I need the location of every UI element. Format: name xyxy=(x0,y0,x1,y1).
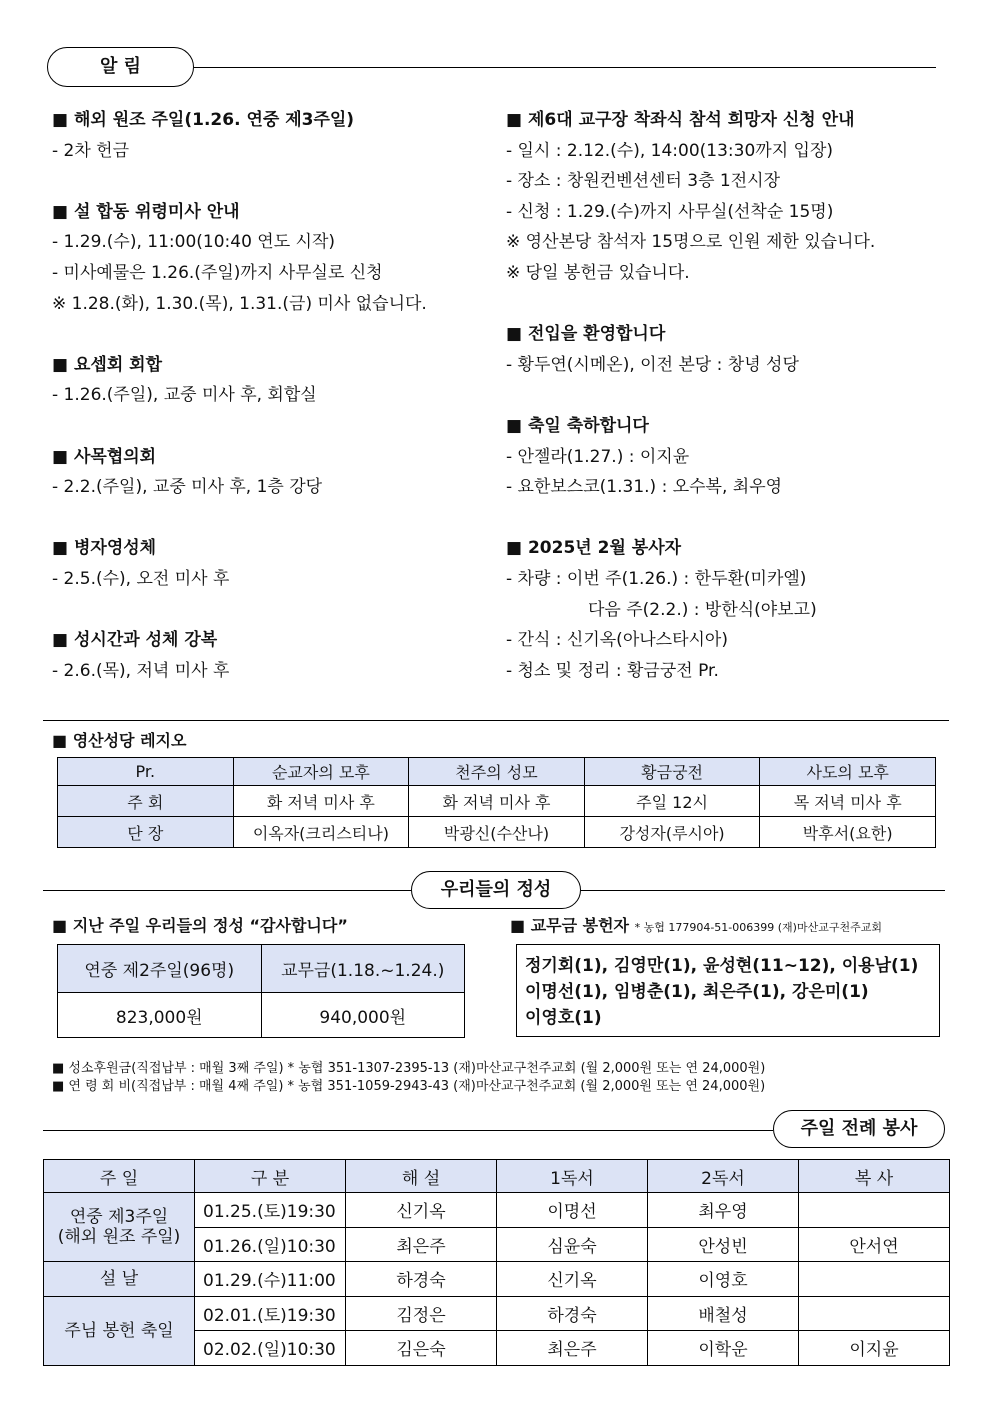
notice-line: - 2.6.(목), 저녁 미사 후 xyxy=(52,660,230,681)
donor-box xyxy=(516,944,940,1037)
divider xyxy=(194,67,936,68)
notice-heading: ■ 축일 축하합니다 xyxy=(506,415,649,436)
legio-cell: 강성자(루시아) xyxy=(584,817,760,848)
notice-line: - 2차 헌금 xyxy=(52,140,130,161)
spacer xyxy=(506,289,875,320)
legio-cell: 이옥자(크리스티나) xyxy=(233,817,409,848)
notice-heading: ■ 성시간과 성체 강복 xyxy=(52,630,218,651)
service-cell: 김은숙 xyxy=(346,1331,497,1366)
notice-line: - 장소 : 창원컨벤션센터 3층 1전시장 xyxy=(506,171,780,192)
legio-cell: 목 저녁 미사 후 xyxy=(760,786,936,817)
legio-cell: 주일 12시 xyxy=(584,786,760,817)
notice-line: - 차량 : 이번 주(1.26.) : 한두환(미카엘) xyxy=(506,568,807,589)
spacer xyxy=(506,380,875,411)
notice-line: ※ 영산본당 참석자 15명으로 인원 제한 있습니다. xyxy=(506,232,876,253)
service-day: 연중 제3주일 (해외 원조 주일) xyxy=(44,1193,195,1262)
legio-header-cell: 황금궁전 xyxy=(584,758,760,786)
service-header-cell: 주 일 xyxy=(44,1160,195,1193)
service-time: 01.26.(일)10:30 xyxy=(195,1227,346,1262)
table-row xyxy=(44,1296,950,1331)
service-cell: 이영호 xyxy=(648,1262,799,1297)
notice-line: - 간식 : 신기옥(아나스타시아) xyxy=(506,630,728,651)
notice-line: - 요한보스코(1.31.) : 오수복, 최우영 xyxy=(506,477,783,498)
notice-heading: ■ 설 합동 위령미사 안내 xyxy=(52,201,240,222)
notice-heading: ■ 병자영성체 xyxy=(52,538,157,559)
spacer xyxy=(52,319,427,350)
notice-right-column xyxy=(506,105,875,686)
service-cell: 김정은 xyxy=(346,1296,497,1331)
donor-line: 정기회(1), 김영만(1), 윤성현(11~12), 이용남(1) xyxy=(525,956,919,976)
notice-line: 다음 주(2.2.) : 방한식(야보고) xyxy=(588,599,817,620)
notice-line: ※ 1.28.(화), 1.30.(목), 1.31.(금) 미사 없습니다. xyxy=(52,293,427,314)
service-cell: 이지윤 xyxy=(799,1331,950,1366)
divider xyxy=(581,890,945,891)
service-cell: 하경숙 xyxy=(346,1262,497,1297)
spacer xyxy=(52,503,427,534)
offering-header: 교무금(1.18.~1.24.) xyxy=(261,945,465,993)
service-cell xyxy=(799,1262,950,1297)
divider xyxy=(43,1130,773,1131)
service-header-cell: 1독서 xyxy=(497,1160,648,1193)
notice-line: - 청소 및 정리 : 황금궁전 Pr. xyxy=(506,660,719,681)
service-time: 02.01.(토)19:30 xyxy=(195,1296,346,1331)
service-cell: 최은주 xyxy=(497,1331,648,1366)
notice-line: - 미사예물은 1.26.(주일)까지 사무실로 신청 xyxy=(52,262,383,283)
service-cell: 최은주 xyxy=(346,1227,497,1262)
table-row xyxy=(44,1193,950,1228)
notice-left-column xyxy=(52,105,427,686)
note-line: ■ 성소후원금(직접납부 : 매월 3째 주일) * 농협 351-1307-2395-13 (재)마산교구천주교회 (월 2,000원 또는 연 24,000원) xyxy=(52,1061,766,1076)
notice-heading: ■ 제6대 교구장 착좌식 참석 희망자 신청 안내 xyxy=(506,110,855,130)
spacer xyxy=(52,166,427,197)
service-header-cell: 해 설 xyxy=(346,1160,497,1193)
service-cell: 배철성 xyxy=(648,1296,799,1331)
legio-title: ■ 영산성당 레지오 xyxy=(52,731,187,750)
notice-line: - 안젤라(1.27.) : 이지윤 xyxy=(506,446,690,467)
offering-title: 우리들의 정성 xyxy=(411,871,581,909)
offering-table xyxy=(57,944,465,1038)
legio-header-cell: 사도의 모후 xyxy=(760,758,936,786)
spacer xyxy=(52,595,427,626)
notice-line: - 2.5.(수), 오전 미사 후 xyxy=(52,568,230,589)
spacer xyxy=(52,411,427,442)
notice-line: - 1.29.(수), 11:00(10:40 연도 시작) xyxy=(52,232,336,253)
service-cell: 최우영 xyxy=(648,1193,799,1228)
legio-row-label: 주 회 xyxy=(58,786,234,817)
offering-value: 823,000원 xyxy=(58,993,262,1038)
note-line: ■ 연 령 회 비(직접납부 : 매월 4째 주일) * 농협 351-1059-2943-43 (재)마산교구천주교회 (월 2,000원 또는 연 24,000원) xyxy=(52,1079,766,1094)
legio-cell: 화 저녁 미사 후 xyxy=(233,786,409,817)
service-time: 01.29.(수)11:00 xyxy=(195,1262,346,1297)
donor-heading xyxy=(510,913,882,936)
legio-cell: 박광신(수산나) xyxy=(409,817,585,848)
donor-line: 이영호(1) xyxy=(525,1008,602,1028)
divider xyxy=(43,890,411,891)
legio-cell: 박후서(요한) xyxy=(760,817,936,848)
service-cell: 안성빈 xyxy=(648,1227,799,1262)
service-cell: 안서연 xyxy=(799,1227,950,1262)
legio-header-cell: 천주의 성모 xyxy=(409,758,585,786)
notice-line: - 황두연(시메온), 이전 본당 : 창녕 성당 xyxy=(506,354,799,375)
offering-value: 940,000원 xyxy=(261,993,465,1038)
donor-line: 이명선(1), 임병춘(1), 최은주(1), 강은미(1) xyxy=(525,982,869,1002)
service-header-cell: 2독서 xyxy=(648,1160,799,1193)
legio-table xyxy=(57,757,936,848)
offering-header: 연중 제2주일(96명) xyxy=(58,945,262,993)
service-cell: 심윤숙 xyxy=(497,1227,648,1262)
notice-line: - 신청 : 1.29.(수)까지 사무실(선착순 15명) xyxy=(506,201,834,222)
spacer xyxy=(506,503,875,534)
legio-header-row xyxy=(58,758,936,786)
service-day: 주님 봉헌 축일 xyxy=(44,1296,195,1365)
notice-line: - 2.2.(주일), 교중 미사 후, 1층 강당 xyxy=(52,477,323,498)
service-day: 설 날 xyxy=(44,1262,195,1297)
service-time: 02.02.(일)10:30 xyxy=(195,1331,346,1366)
service-cell: 이명선 xyxy=(497,1193,648,1228)
legio-row-label: 단 장 xyxy=(58,817,234,848)
notice-line: ※ 당일 봉헌금 있습니다. xyxy=(506,262,690,283)
legio-row xyxy=(58,817,936,848)
notice-heading: ■ 해외 원조 주일(1.26. 연중 제3주일) xyxy=(52,110,355,130)
service-header-cell: 복 사 xyxy=(799,1160,950,1193)
service-cell: 신기옥 xyxy=(497,1262,648,1297)
notice-heading: ■ 2025년 2월 봉사자 xyxy=(506,538,682,559)
notice-title: 알 림 xyxy=(47,47,194,87)
service-cell xyxy=(799,1296,950,1331)
service-header-row xyxy=(44,1160,950,1193)
table-row xyxy=(44,1262,950,1297)
notice-heading: ■ 사목협의회 xyxy=(52,446,157,467)
service-time: 01.25.(토)19:30 xyxy=(195,1193,346,1228)
notice-line: - 1.26.(주일), 교중 미사 후, 회합실 xyxy=(52,385,317,406)
service-table xyxy=(43,1159,950,1366)
legio-header-cell: Pr. xyxy=(58,758,234,786)
thanks-title: ■ 지난 주일 우리들의 정성 “감사합니다” xyxy=(52,916,348,935)
legio-row xyxy=(58,786,936,817)
legio-header-cell: 순교자의 모후 xyxy=(233,758,409,786)
service-header-cell: 구 분 xyxy=(195,1160,346,1193)
service-title: 주일 전례 봉사 xyxy=(773,1110,945,1148)
notice-heading: ■ 요셉회 회합 xyxy=(52,354,163,375)
donor-account: * 농협 177904-51-006399 (재)마산교구천주교회 xyxy=(634,921,882,934)
legio-cell: 화 저녁 미사 후 xyxy=(409,786,585,817)
donor-title: ■ 교무금 봉헌자 xyxy=(510,916,629,935)
service-cell: 신기옥 xyxy=(346,1193,497,1228)
notice-line: - 일시 : 2.12.(수), 14:00(13:30까지 입장) xyxy=(506,140,834,161)
service-cell: 하경숙 xyxy=(497,1296,648,1331)
notice-heading: ■ 전입을 환영합니다 xyxy=(506,324,666,345)
service-cell xyxy=(799,1193,950,1228)
divider xyxy=(43,720,949,721)
service-cell: 이학운 xyxy=(648,1331,799,1366)
